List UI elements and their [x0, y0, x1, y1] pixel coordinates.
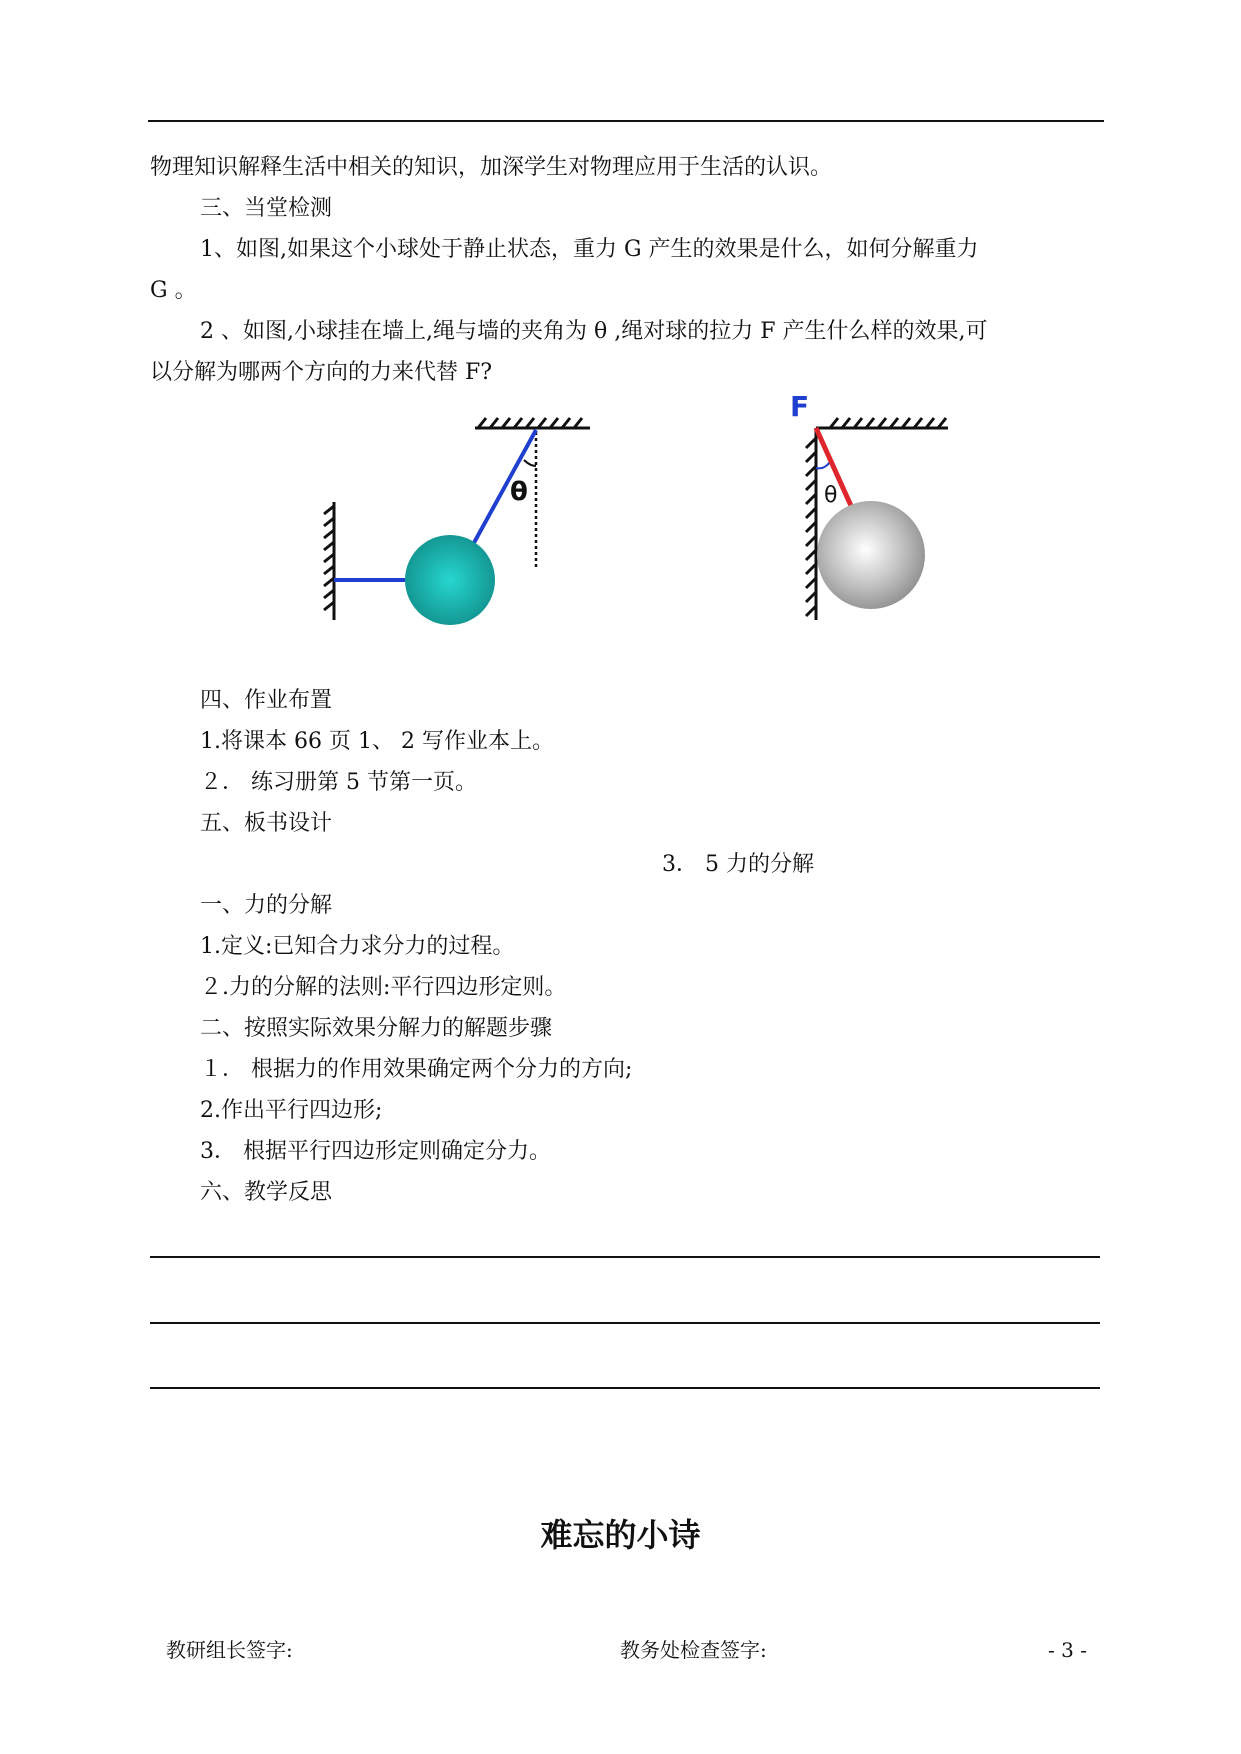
board-heading-2: 二、按照实际效果分解力的解题步骤 [200, 1016, 553, 1041]
board-item-2-2: 2.作出平行四边形; [200, 1098, 383, 1123]
footer-group-leader-signature: 教研组长签字: [166, 1638, 293, 1662]
figure-ball-rod-rope [310, 410, 610, 640]
board-item-2-3: 3． 根据平行四边形定则确定分力。 [200, 1139, 551, 1164]
question-1-line-2: G 。 [150, 278, 197, 303]
page-number: - 3 - [1048, 1638, 1087, 1662]
ball [405, 535, 495, 625]
board-item-1-2: ２.力的分解的法则:平行四边形定则。 [200, 975, 567, 1000]
paragraph-continuation: 物理知识解释生活中相关的知识，加深学生对物理应用于生活的认识。 [150, 155, 833, 180]
board-heading-1: 一、力的分解 [200, 893, 333, 918]
section-heading-6: 六、教学反思 [200, 1180, 333, 1205]
homework-item-2: ２． 练习册第 5 节第一页。 [200, 770, 477, 795]
homework-item-1: 1.将课本 66 页 1、 2 写作业本上。 [200, 729, 554, 754]
question-2-line-2: 以分解为哪两个方向的力来代替 F? [150, 360, 493, 385]
section-heading-4: 四、作业布置 [200, 688, 333, 713]
force-label: F [790, 390, 810, 423]
reflection-line-2 [150, 1322, 1100, 1324]
section-heading-5: 五、板书设计 [200, 811, 333, 836]
section-heading-3: 三、当堂检测 [200, 196, 333, 221]
question-1-line-1: 1、如图,如果这个小球处于静止状态，重力 G 产生的效果是什么，如何分解重力 [200, 237, 979, 262]
question-2-line-1: 2 、如图,小球挂在墙上,绳与墙的夹角为 θ ,绳对球的拉力 F 产生什么样的效果,可 [200, 319, 988, 344]
figure-ball-against-wall [780, 390, 970, 620]
reflection-line-3 [150, 1387, 1100, 1389]
ball [817, 501, 925, 609]
header-rule [148, 120, 1104, 122]
board-item-2-1: １． 根据力的作用效果确定两个分力的方向; [200, 1057, 633, 1082]
reflection-line-1 [150, 1256, 1100, 1258]
angle-arc [524, 460, 536, 466]
board-title: 3． 5 力的分解 [662, 852, 814, 877]
angle-arc [816, 462, 830, 468]
angle-label: θ [824, 483, 838, 508]
footer-office-signature: 教务处检查签字: [620, 1638, 767, 1662]
poem-title: 难忘的小诗 [540, 1516, 701, 1554]
board-item-1-1: 1.定义:已知合力求分力的过程。 [200, 934, 515, 959]
angle-label: θ [510, 477, 528, 507]
